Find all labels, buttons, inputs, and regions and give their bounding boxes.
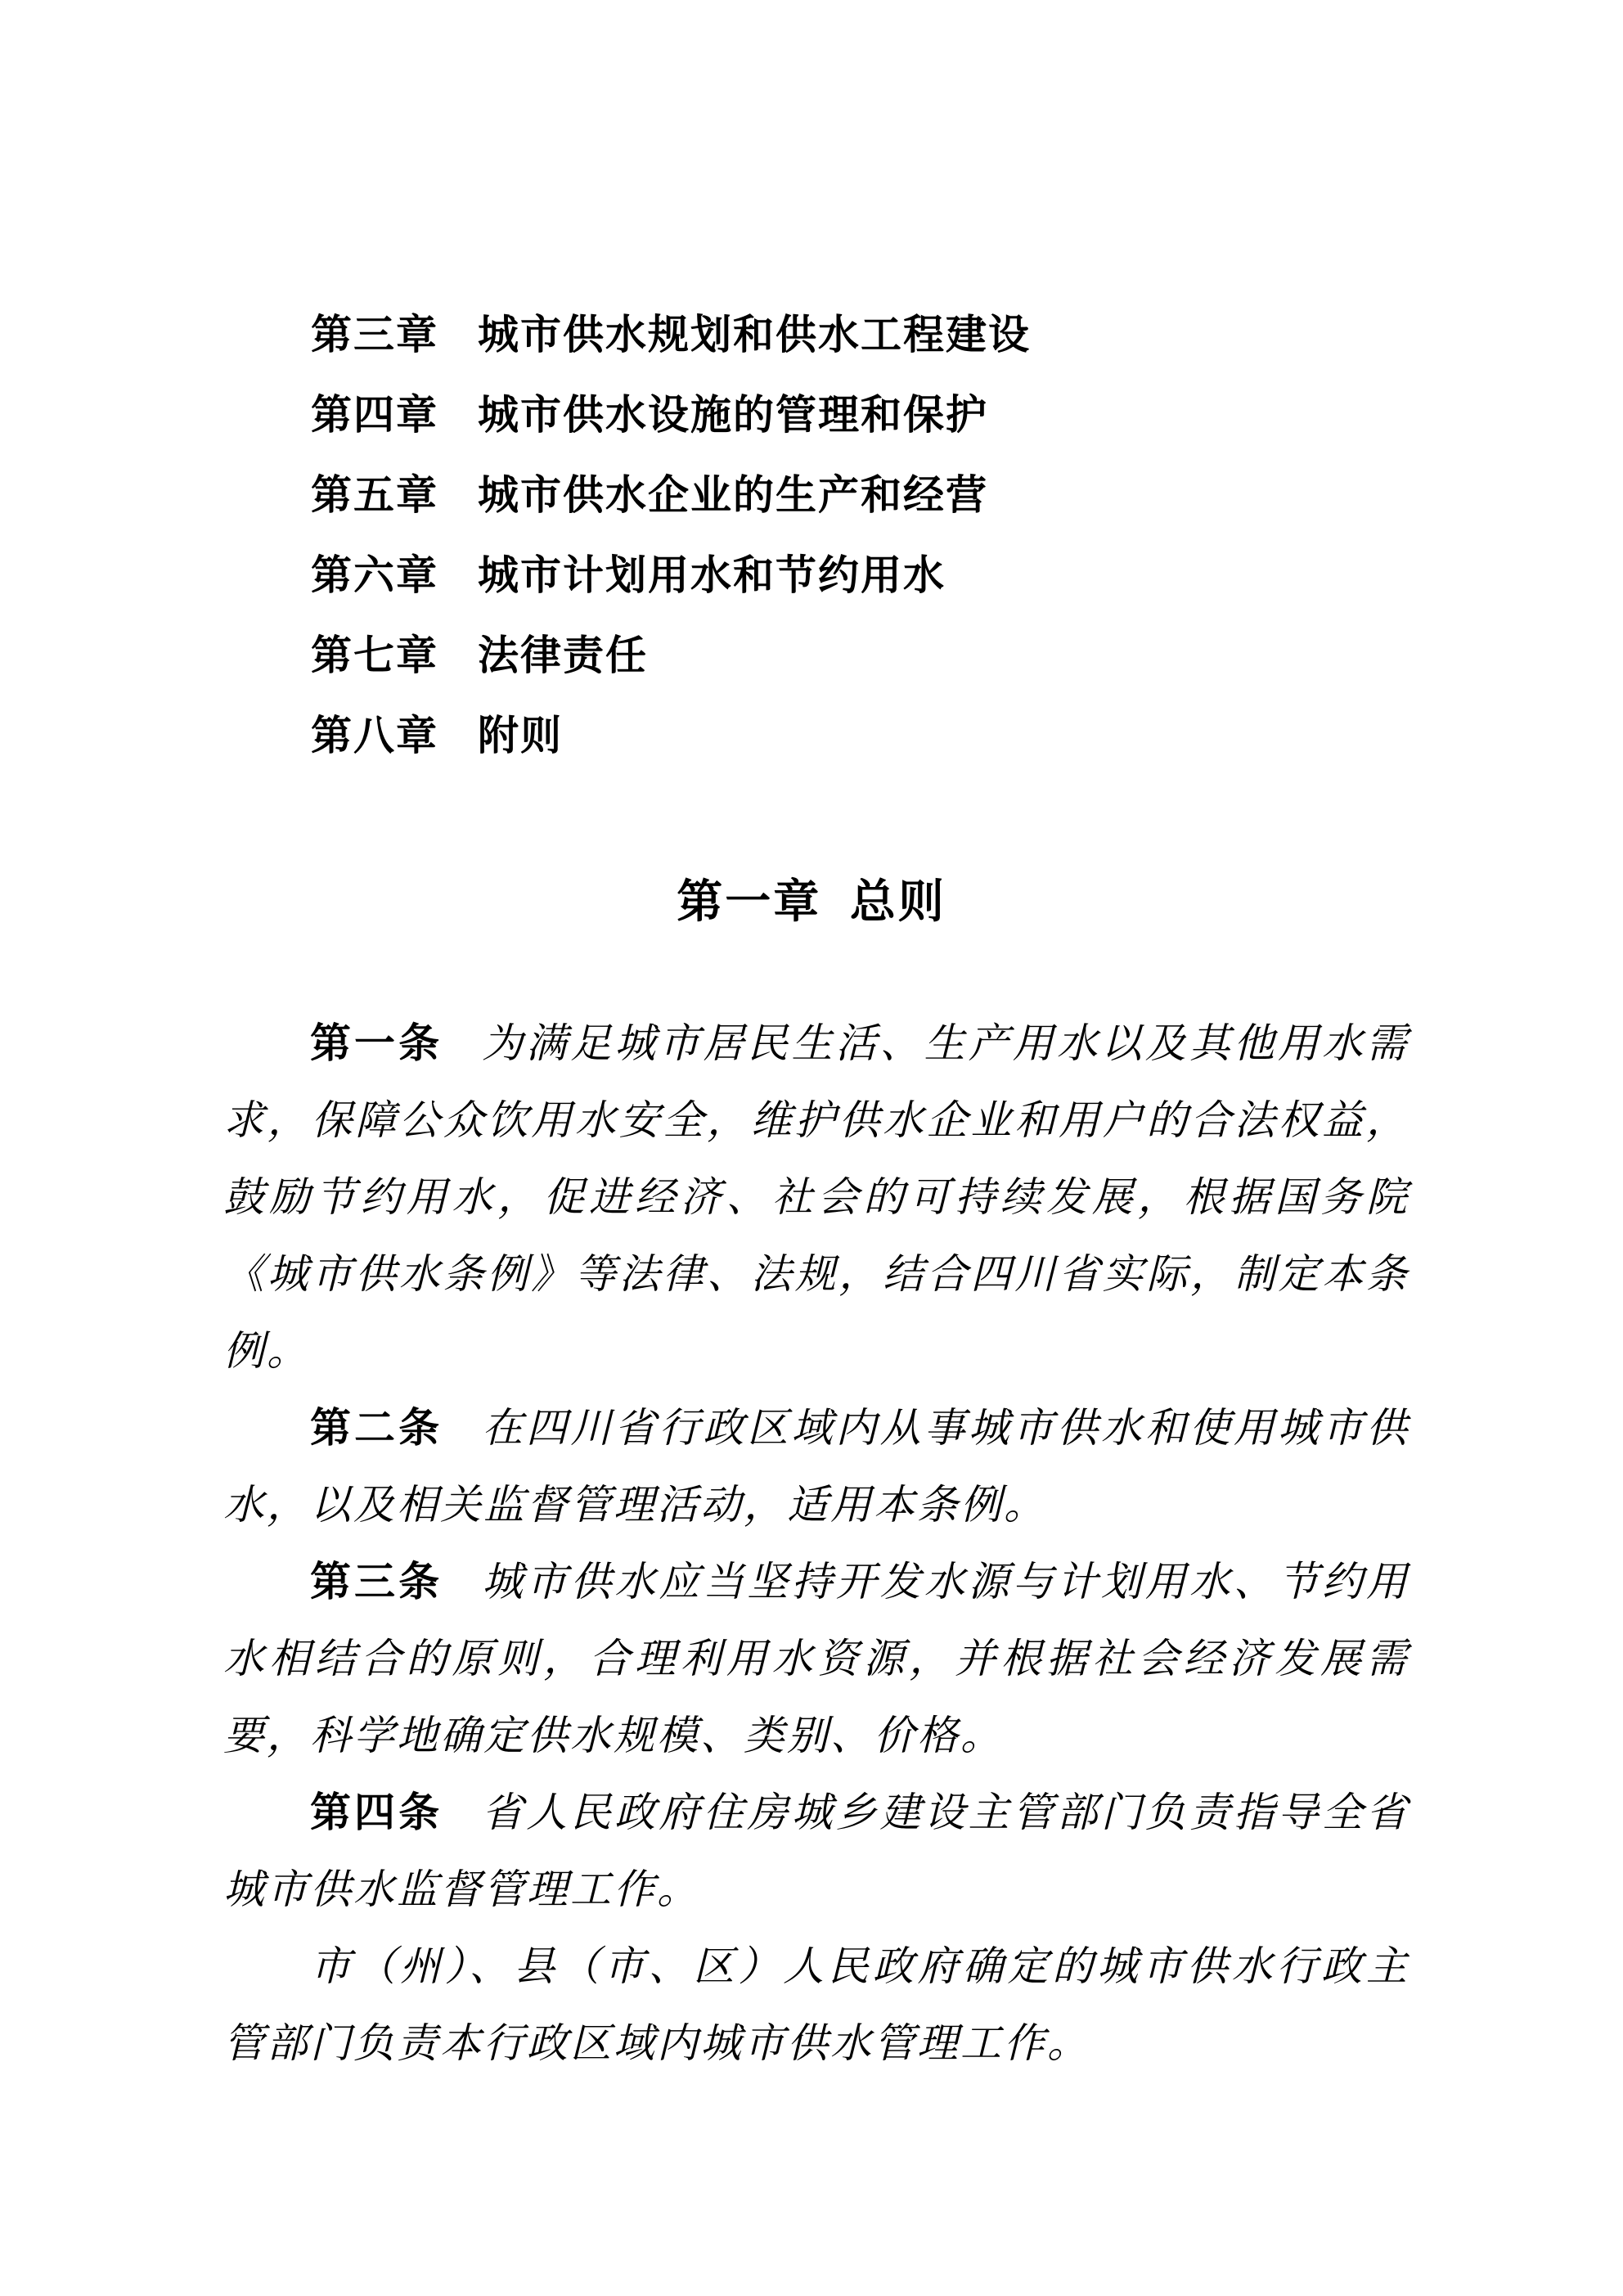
article-number: 第三条 — [310, 1559, 443, 1605]
toc-chapter-title: 城市计划用水和节约用水 — [478, 552, 946, 598]
toc-chapter-title: 附则 — [478, 713, 563, 759]
toc-chapter-number: 第四章 — [311, 392, 438, 438]
toc-chapter-title: 法律责任 — [478, 633, 648, 678]
article-text: 省人民政府住房城乡建设主管部门负责指导全省城市供水监督管理工作。 — [223, 1790, 1410, 1912]
article-number: 第四条 — [310, 1790, 443, 1835]
article-paragraph — [223, 1389, 1409, 1543]
table-of-contents — [311, 295, 1623, 776]
article-paragraph — [223, 1928, 1409, 2082]
toc-chapter-number: 第八章 — [311, 713, 438, 759]
article-paragraph — [223, 1005, 1409, 1389]
article-number: 第二条 — [310, 1405, 443, 1451]
article-paragraph — [223, 1543, 1409, 1774]
toc-chapter-number: 第七章 — [311, 633, 438, 678]
article-number: 第一条 — [310, 1020, 443, 1066]
toc-chapter-title: 城市供水企业的生产和经营 — [478, 472, 988, 518]
toc-item — [311, 295, 1623, 375]
article-text: 在四川省行政区域内从事城市供水和使用城市供水，以及相关监督管理活动，适用本条例。 — [223, 1405, 1410, 1528]
article-text: 城市供水应当坚持开发水源与计划用水、节约用水相结合的原则，合理利用水资源，并根据社会经济发展需要，科学地确定供水规模、类别、价格。 — [223, 1559, 1410, 1758]
toc-chapter-title: 城市供水规划和供水工程建设 — [478, 312, 1031, 358]
toc-item — [311, 455, 1623, 535]
toc-item — [311, 615, 1623, 696]
toc-chapter-number: 第六章 — [311, 552, 438, 598]
toc-item — [311, 375, 1623, 455]
article-text: 为满足城市居民生活、生产用水以及其他用水需求，保障公众饮用水安全，维护供水企业和用户的合法权益，鼓励节约用水，促进经济、社会的可持续发展，根据国务院《城市供水条例》等法律、法规，结合四川省实际，制定本条例。 — [223, 1020, 1410, 1374]
toc-item — [311, 696, 1623, 776]
toc-chapter-number: 第三章 — [311, 312, 438, 358]
article-text: 市（州）、县（市、区）人民政府确定的城市供水行政主管部门负责本行政区域内城市供水管理工作。 — [223, 1943, 1409, 2066]
toc-chapter-title: 城市供水设施的管理和保护 — [478, 392, 988, 438]
article-paragraph — [223, 1774, 1409, 1928]
toc-item — [311, 535, 1623, 615]
toc-chapter-number: 第五章 — [311, 472, 438, 518]
article-body — [223, 1005, 1409, 2082]
chapter-heading: 第一章 总则 — [677, 876, 946, 927]
